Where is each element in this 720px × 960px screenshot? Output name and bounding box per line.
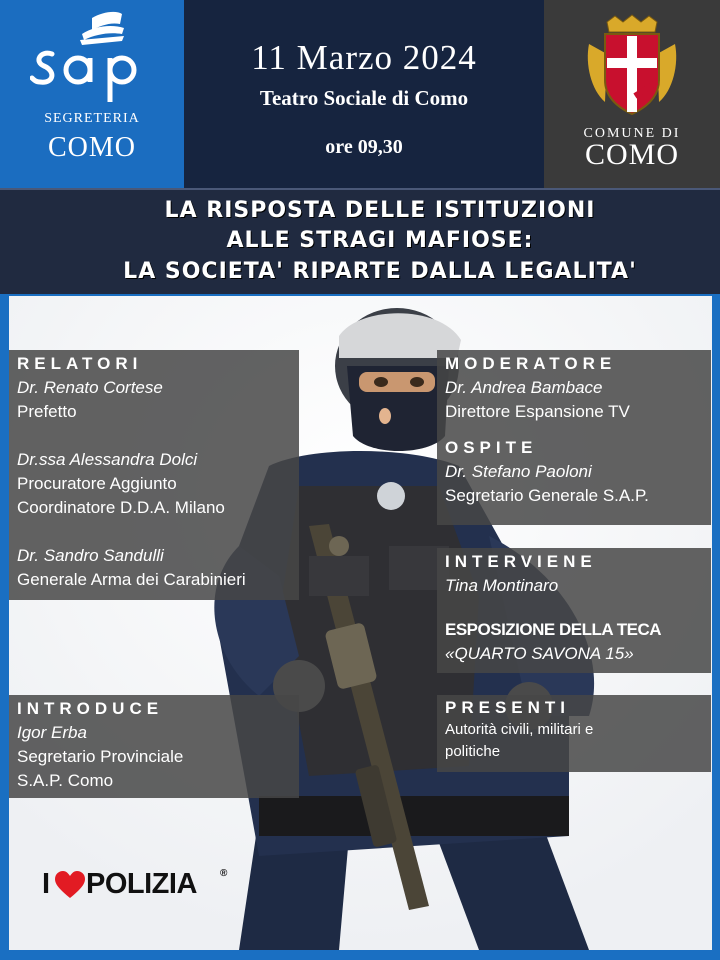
presenti-panel (437, 695, 711, 772)
ospite-name: Dr. Stefano Paoloni (445, 462, 592, 481)
introduce-name: Igor Erba (17, 723, 87, 742)
teca-name: «QUARTO SAVONA 15» (445, 644, 634, 663)
relatori-heading: RELATORI (17, 354, 143, 373)
moderatore-heading: MODERATORE (445, 354, 617, 373)
relatore-2-role: Procuratore Aggiunto (17, 474, 177, 493)
event-info-block (184, 0, 544, 188)
introduce-panel (9, 695, 299, 798)
heart-icon (55, 871, 85, 899)
ilove-polizia-word: POLIZIA (86, 868, 197, 900)
moderatore-role: Direttore Espansione TV (445, 402, 630, 421)
ospite-role: Segretario Generale S.A.P. (445, 486, 649, 505)
ospite-heading: OSPITE (445, 438, 538, 457)
introduce-heading: INTRODUCE (17, 699, 164, 718)
event-time: ore 09,30 (325, 136, 403, 158)
introduce-role: Segretario Provinciale (17, 747, 184, 766)
como-crest-icon (585, 14, 679, 118)
relatore-3-role: Generale Arma dei Carabinieri (17, 570, 246, 589)
interviene-name: Tina Montinaro (445, 576, 559, 595)
relatore-2-name: Dr.ssa Alessandra Dolci (17, 450, 198, 469)
header (0, 0, 720, 188)
ilove-i: I (42, 868, 50, 900)
relatore-1-role: Prefetto (17, 402, 77, 421)
teca-heading: ESPOSIZIONE DELLA TECA (445, 620, 662, 639)
title-line-1: LA RISPOSTA DELLE ISTITUZIONI (164, 198, 596, 223)
interviene-heading: INTERVIENE (445, 552, 597, 571)
event-venue: Teatro Sociale di Como (259, 86, 469, 110)
i-love-polizia-logo (42, 868, 242, 904)
sap-logo-block (0, 0, 184, 188)
sap-logo-icon (30, 10, 154, 105)
title-line-2: ALLE STRAGI MAFIOSE: (226, 228, 534, 253)
sap-city-label: COMO (47, 132, 136, 163)
title-banner (0, 188, 720, 294)
comune-city: COMO (584, 138, 679, 171)
sap-segreteria-label: SEGRETERIA (44, 111, 140, 126)
interviene-panel (437, 548, 711, 673)
relatore-2-role-2: Coordinatore D.D.A. Milano (17, 498, 225, 517)
relatore-3-name: Dr. Sandro Sandulli (17, 546, 164, 565)
registered-mark: ® (220, 868, 227, 879)
presenti-text-2: politiche (445, 743, 501, 760)
moderatore-ospite-panel (437, 350, 711, 525)
comune-block (544, 0, 720, 188)
event-date: 11 Marzo 2024 (251, 38, 477, 77)
presenti-text: Autorità civili, militari e (445, 721, 594, 738)
moderatore-name: Dr. Andrea Bambace (445, 378, 603, 397)
relatori-panel (9, 350, 299, 600)
introduce-role-2: S.A.P. Como (17, 771, 114, 790)
comune-label: COMUNE DI (583, 126, 681, 141)
relatore-1-name: Dr. Renato Cortese (17, 378, 163, 397)
title-line-3: LA SOCIETA' RIPARTE DALLA LEGALITA' (123, 259, 637, 284)
presenti-heading: PRESENTI (445, 698, 571, 717)
